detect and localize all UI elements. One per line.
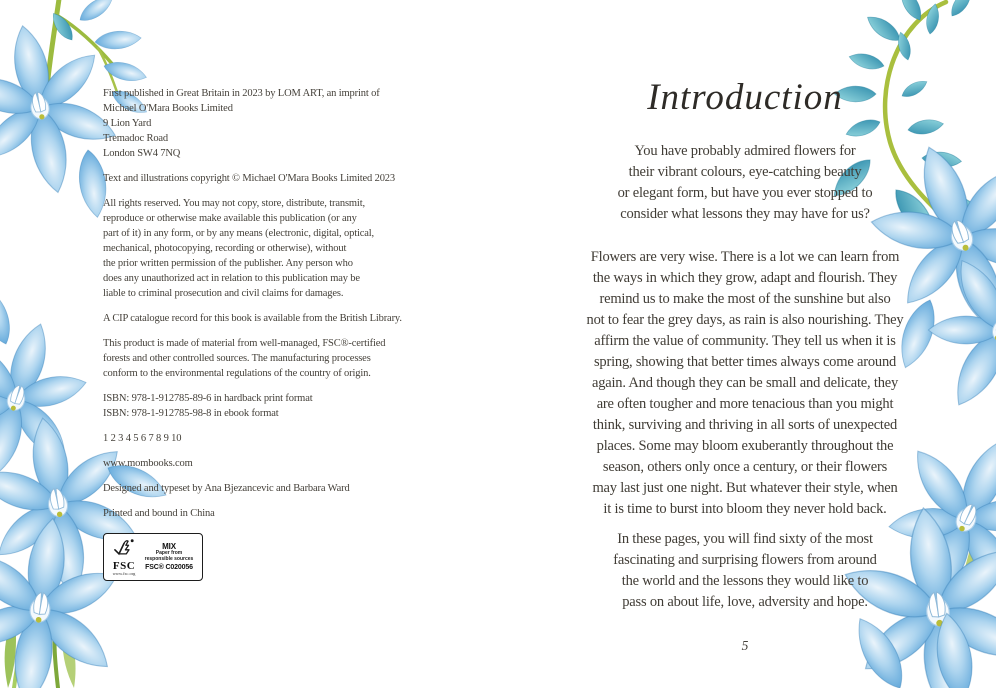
text-line: it is time to burst into bloom they never hold back. — [603, 501, 887, 517]
imprint-address — [103, 86, 438, 161]
text-line: their vibrant colours, eye-catching beauty — [628, 164, 862, 180]
fsc-wordmark: FSC — [112, 559, 136, 572]
text-line: forests and other controlled sources. The manufacturing processes — [103, 353, 371, 364]
text-line: pass on about life, love, adversity and hope. — [622, 594, 868, 610]
text-line: This product is made of material from well-managed, FSC®-certified — [103, 338, 386, 349]
text-line: Flowers are very wise. There is a lot we can learn from — [590, 249, 900, 265]
text-line: the prior written permission of the publisher. Any person who — [103, 258, 353, 269]
fsc-logo-column — [108, 538, 140, 576]
text-line: conform to the environmental regulations of the country of origin. — [103, 368, 371, 379]
left-page-copyright — [103, 86, 438, 581]
chapter-title: Introduction — [647, 77, 843, 118]
text-line: or elegant form, but have you ever stopped to — [617, 185, 873, 201]
text-line: liable to criminal prosecution and civil claims for damages. — [103, 288, 344, 299]
print-run-numbers: 1 2 3 4 5 6 7 8 9 10 — [103, 433, 182, 444]
fsc-url: www.fsc.org — [112, 570, 136, 576]
cip-notice — [103, 311, 438, 326]
text-line: London SW4 7NQ — [103, 148, 181, 159]
text-line: the ways in which they grow, adapt and flourish. They — [592, 270, 898, 286]
text-line: Tremadoc Road — [103, 133, 169, 144]
text-line: may last just one night. But whatever their style, when — [592, 480, 898, 496]
text-line: Text and illustrations copyright © Michael O'Mara Books Limited 2023 — [103, 173, 396, 184]
text-line: First published in Great Britain in 2023 by LOM ART, an imprint of — [103, 88, 380, 99]
text-line: not to fear the grey days, as rain is also nourishing. They — [586, 312, 904, 328]
text-line: mechanical, photocopying, recording or otherwise), without — [103, 243, 347, 254]
design-credits: Designed and typeset by Ana Bjezancevic and Barbara Ward — [103, 483, 350, 494]
publisher-website: www.mombooks.com — [103, 458, 193, 469]
text-line: spring, showing that better times always come around — [593, 354, 897, 370]
text-line: In these pages, you will find sixty of the most — [617, 531, 873, 547]
text-line: remind us to make the most of the sunshine but also — [599, 291, 891, 307]
fsc-text-column — [140, 542, 198, 572]
copyright-notice — [103, 171, 438, 186]
fsc-tagline-1: Paper from — [155, 550, 183, 557]
isbn-list — [103, 391, 438, 421]
text-line: reproduce or otherwise make available this publication (or any — [103, 213, 357, 224]
text-line: consider what lessons they may have for us? — [620, 206, 870, 222]
fsc-tree-icon — [113, 538, 135, 558]
page-number: 5 — [741, 638, 749, 653]
fsc-certification-label — [103, 533, 203, 581]
text-line: A CIP catalogue record for this book is available from the British Library. — [103, 313, 402, 324]
text-line: fascinating and surprising flowers from around — [613, 552, 877, 568]
intro-paragraph-3 — [575, 529, 915, 613]
text-line: ISBN: 978-1-912785-89-6 in hardback print format — [103, 393, 313, 404]
intro-paragraph-1 — [575, 141, 915, 225]
text-line: does any unauthorized act in relation to this publication may be — [103, 273, 360, 284]
text-line: are often tougher and more tenacious than you might — [596, 396, 894, 412]
text-line: season, others only once a century, or their flowers — [602, 459, 888, 475]
text-line: think, surviving and thriving in all sorts of unexpected — [592, 417, 898, 433]
fsc-cert-code: FSC® C020056 — [145, 563, 193, 571]
text-line: Michael O'Mara Books Limited — [103, 103, 233, 114]
intro-paragraph-2 — [575, 247, 915, 520]
right-page-introduction — [575, 78, 915, 635]
text-line: 9 Lion Yard — [103, 118, 152, 129]
text-line: the world and the lessons they would like to — [621, 573, 869, 589]
text-line: All rights reserved. You may not copy, store, distribute, transmit, — [103, 198, 365, 209]
fsc-paper-notice — [103, 336, 438, 381]
fsc-mix-label: MIX — [162, 542, 176, 552]
text-line: affirm the value of community. They tell us when it is — [594, 333, 896, 349]
text-line: again. And though they can be small and delicate, they — [591, 375, 899, 391]
fsc-tagline-2: responsible sources — [144, 556, 194, 563]
rights-notice — [103, 196, 438, 301]
text-line: part of it) in any form, or by any means (electronic, digital, optical, — [103, 228, 375, 239]
printing-info: Printed and bound in China — [103, 508, 215, 519]
text-line: ISBN: 978-1-912785-98-8 in ebook format — [103, 408, 279, 419]
text-line: places. Some may bloom exuberantly throughout the — [596, 438, 894, 454]
text-line: You have probably admired flowers for — [634, 143, 856, 159]
